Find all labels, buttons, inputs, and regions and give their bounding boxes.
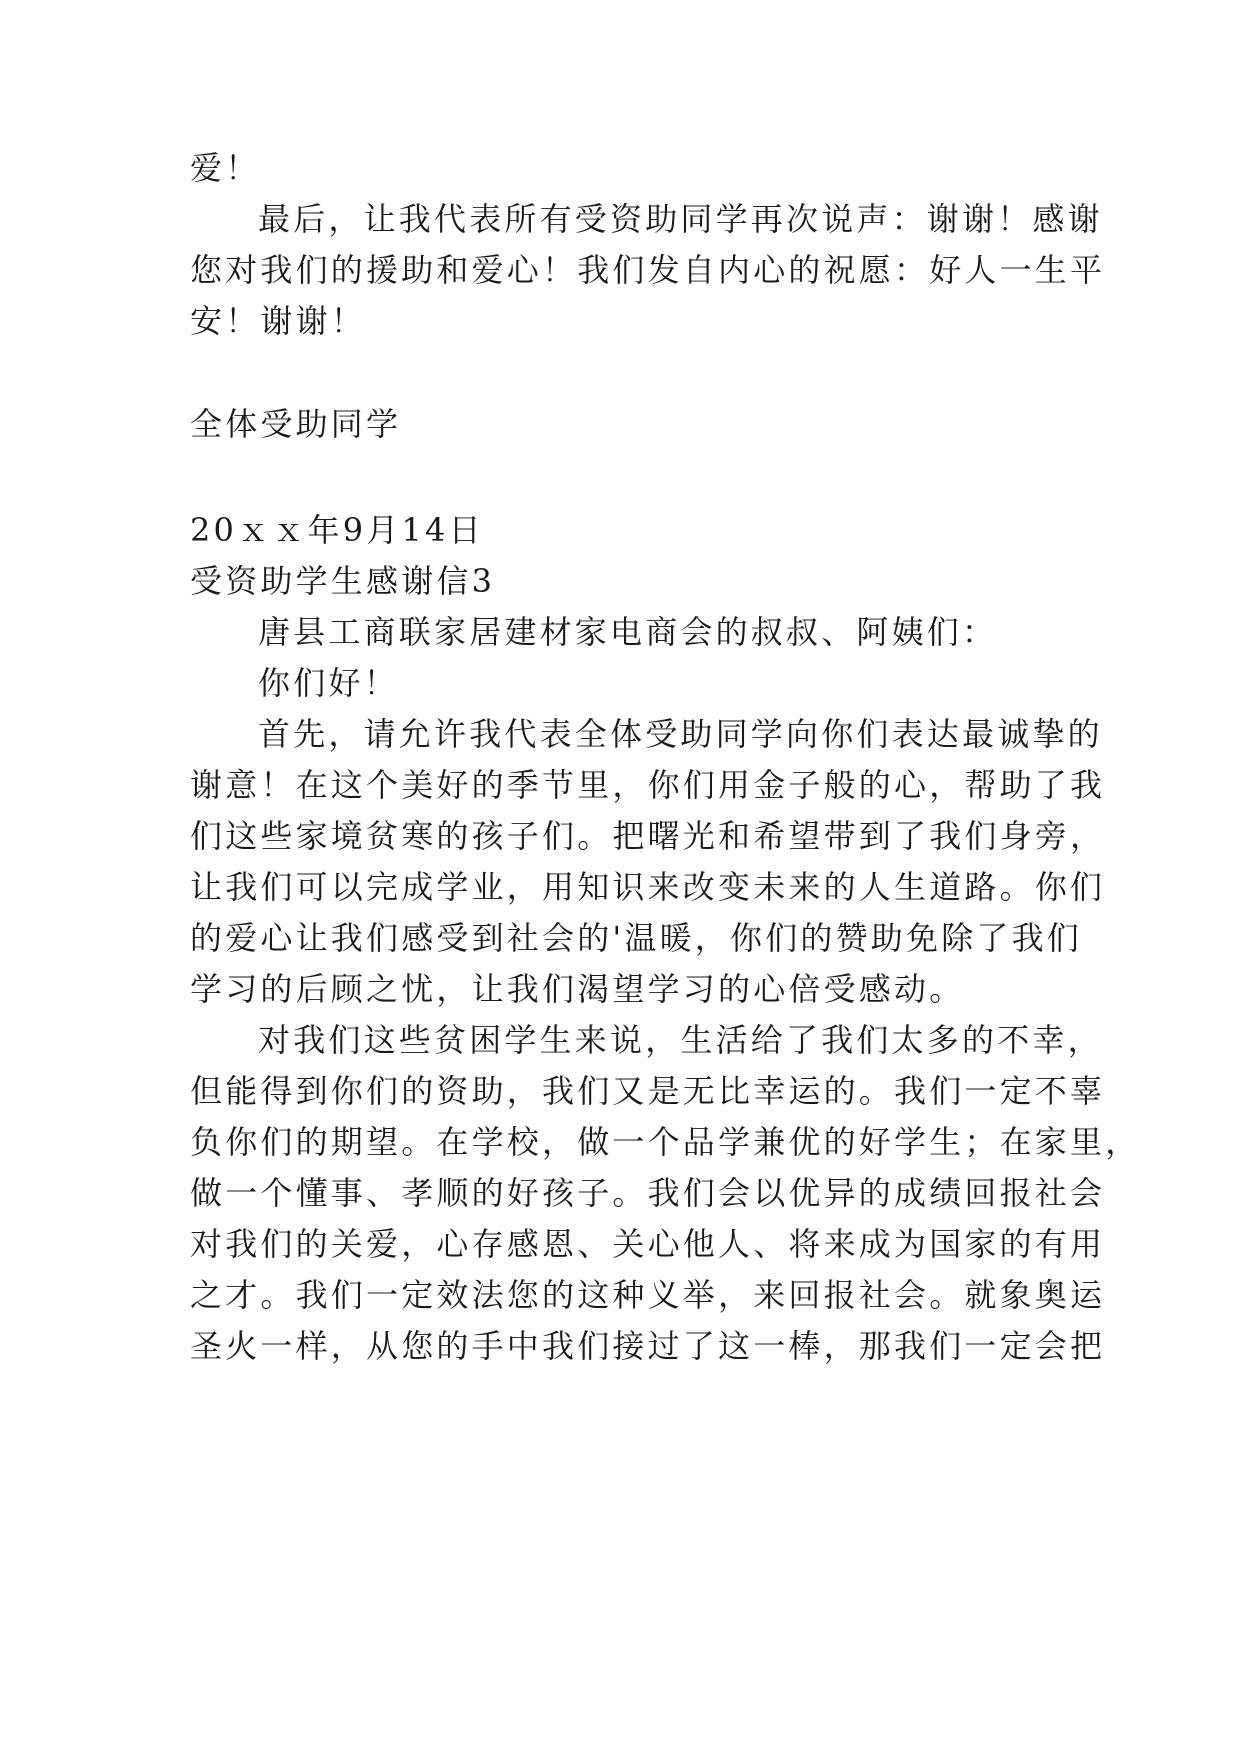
paragraph-line: 谢意！在这个美好的季节里，你们用金子般的心，帮助了我 <box>190 766 1106 804</box>
paragraph-line: 学习的后顾之忧，让我们渴望学习的心倍受感动。 <box>190 970 965 1008</box>
paragraph-line: 安！谢谢！ <box>190 302 367 340</box>
paragraph-line: 负你们的期望。在学校，做一个品学兼优的好学生；在家里， <box>190 1123 1141 1161</box>
paragraph-line: 最后，让我代表所有受资助同学再次说声：谢谢！感谢 <box>258 200 1103 238</box>
section-title: 受资助学生感谢信3 <box>190 562 496 600</box>
paragraph-line: 对我们这些贫困学生来说，生活给了我们太多的不幸， <box>258 1021 1103 1059</box>
greeting: 你们好！ <box>258 664 399 702</box>
paragraph-line: 但能得到你们的资助，我们又是无比幸运的。我们一定不辜 <box>190 1072 1106 1110</box>
paragraph-line: 让我们可以完成学业，用知识来改变未来的人生道路。你们 <box>190 868 1106 906</box>
paragraph-line: 您对我们的援助和爱心！我们发自内心的祝愿：好人一生平 <box>190 251 1106 289</box>
paragraph-line: 首先，请允许我代表全体受助同学向你们表达最诚挚的 <box>258 715 1103 753</box>
paragraph-line: 的爱心让我们感受到社会的'温暖，你们的赞助免除了我们 <box>190 919 1082 957</box>
paragraph-line: 之才。我们一定效法您的这种义举，来回报社会。就象奥运 <box>190 1276 1106 1314</box>
salutation: 唐县工商联家居建材家电商会的叔叔、阿姨们： <box>258 613 998 651</box>
date-line: 20ｘｘ年9月14日 <box>190 511 484 549</box>
text-line: 爱！ <box>190 149 261 187</box>
paragraph-line: 对我们的关爱，心存感恩、关心他人、将来成为国家的有用 <box>190 1225 1106 1263</box>
paragraph-line: 做一个懂事、孝顺的好孩子。我们会以优异的成绩回报社会 <box>190 1174 1106 1212</box>
paragraph-line: 们这些家境贫寒的孩子们。把曙光和希望带到了我们身旁， <box>190 817 1106 855</box>
paragraph-line: 圣火一样，从您的手中我们接过了这一棒，那我们一定会把 <box>190 1327 1106 1365</box>
signature-line: 全体受助同学 <box>190 405 402 443</box>
